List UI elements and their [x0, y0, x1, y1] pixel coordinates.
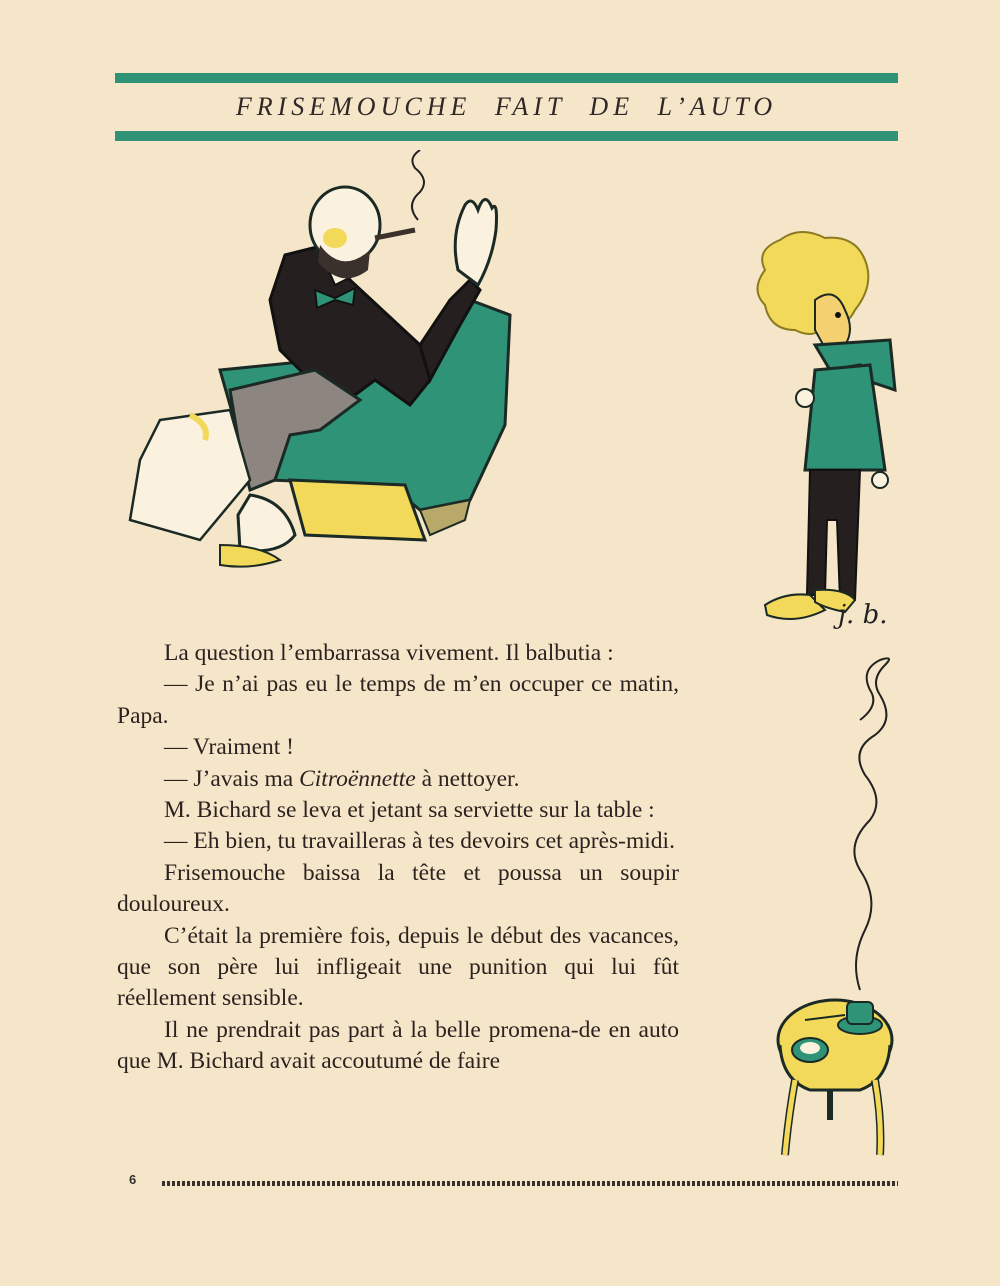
paragraph: La question l’embarrassa vivement. Il balbutia : [164, 640, 614, 666]
dotted-footer-rule [162, 1181, 898, 1186]
frisemouche-boy-illustration [745, 230, 905, 630]
paragraph: C’était la première fois, depuis le début des vacances, que son père lui infligeait une punition qui lui fût réellement sensible. [117, 922, 679, 1012]
illustrator-signature: j. b. [838, 600, 888, 630]
page-footer [115, 1172, 898, 1192]
italic-word: Citroënnette [299, 765, 416, 792]
paragraph-part: — J’avais ma [164, 765, 300, 792]
header-rule-bottom [115, 131, 898, 141]
header-rule-top [115, 73, 898, 83]
paragraph: — Je n’ai pas eu le temps de m’en occuper ce matin, Papa. [117, 671, 679, 729]
paragraph: — Vraiment ! [164, 734, 294, 761]
body-text [117, 638, 679, 1078]
paragraph: M. Bichard se leva et jetant sa serviette sur la table : [164, 797, 655, 824]
side-table-with-cup-illustration [770, 650, 900, 1160]
paragraph-part: à nettoyer. [415, 765, 520, 792]
paragraph: Frisemouche baissa la tête et poussa un soupir douloureux. [117, 859, 679, 918]
paragraph: Il ne prendrait pas part à la belle promena-de en auto que M. Bichard avait accoutumé de faire [117, 1016, 679, 1075]
page-title: FRISEMOUCHE FAIT DE L’AUTO [235, 92, 778, 121]
paragraph-citroennette [117, 764, 679, 795]
paragraph: — Eh bien, tu travailleras à tes devoirs cet après-midi. [164, 828, 675, 855]
father-in-armchair-illustration [120, 150, 520, 580]
page-number: 6 [129, 1172, 137, 1187]
